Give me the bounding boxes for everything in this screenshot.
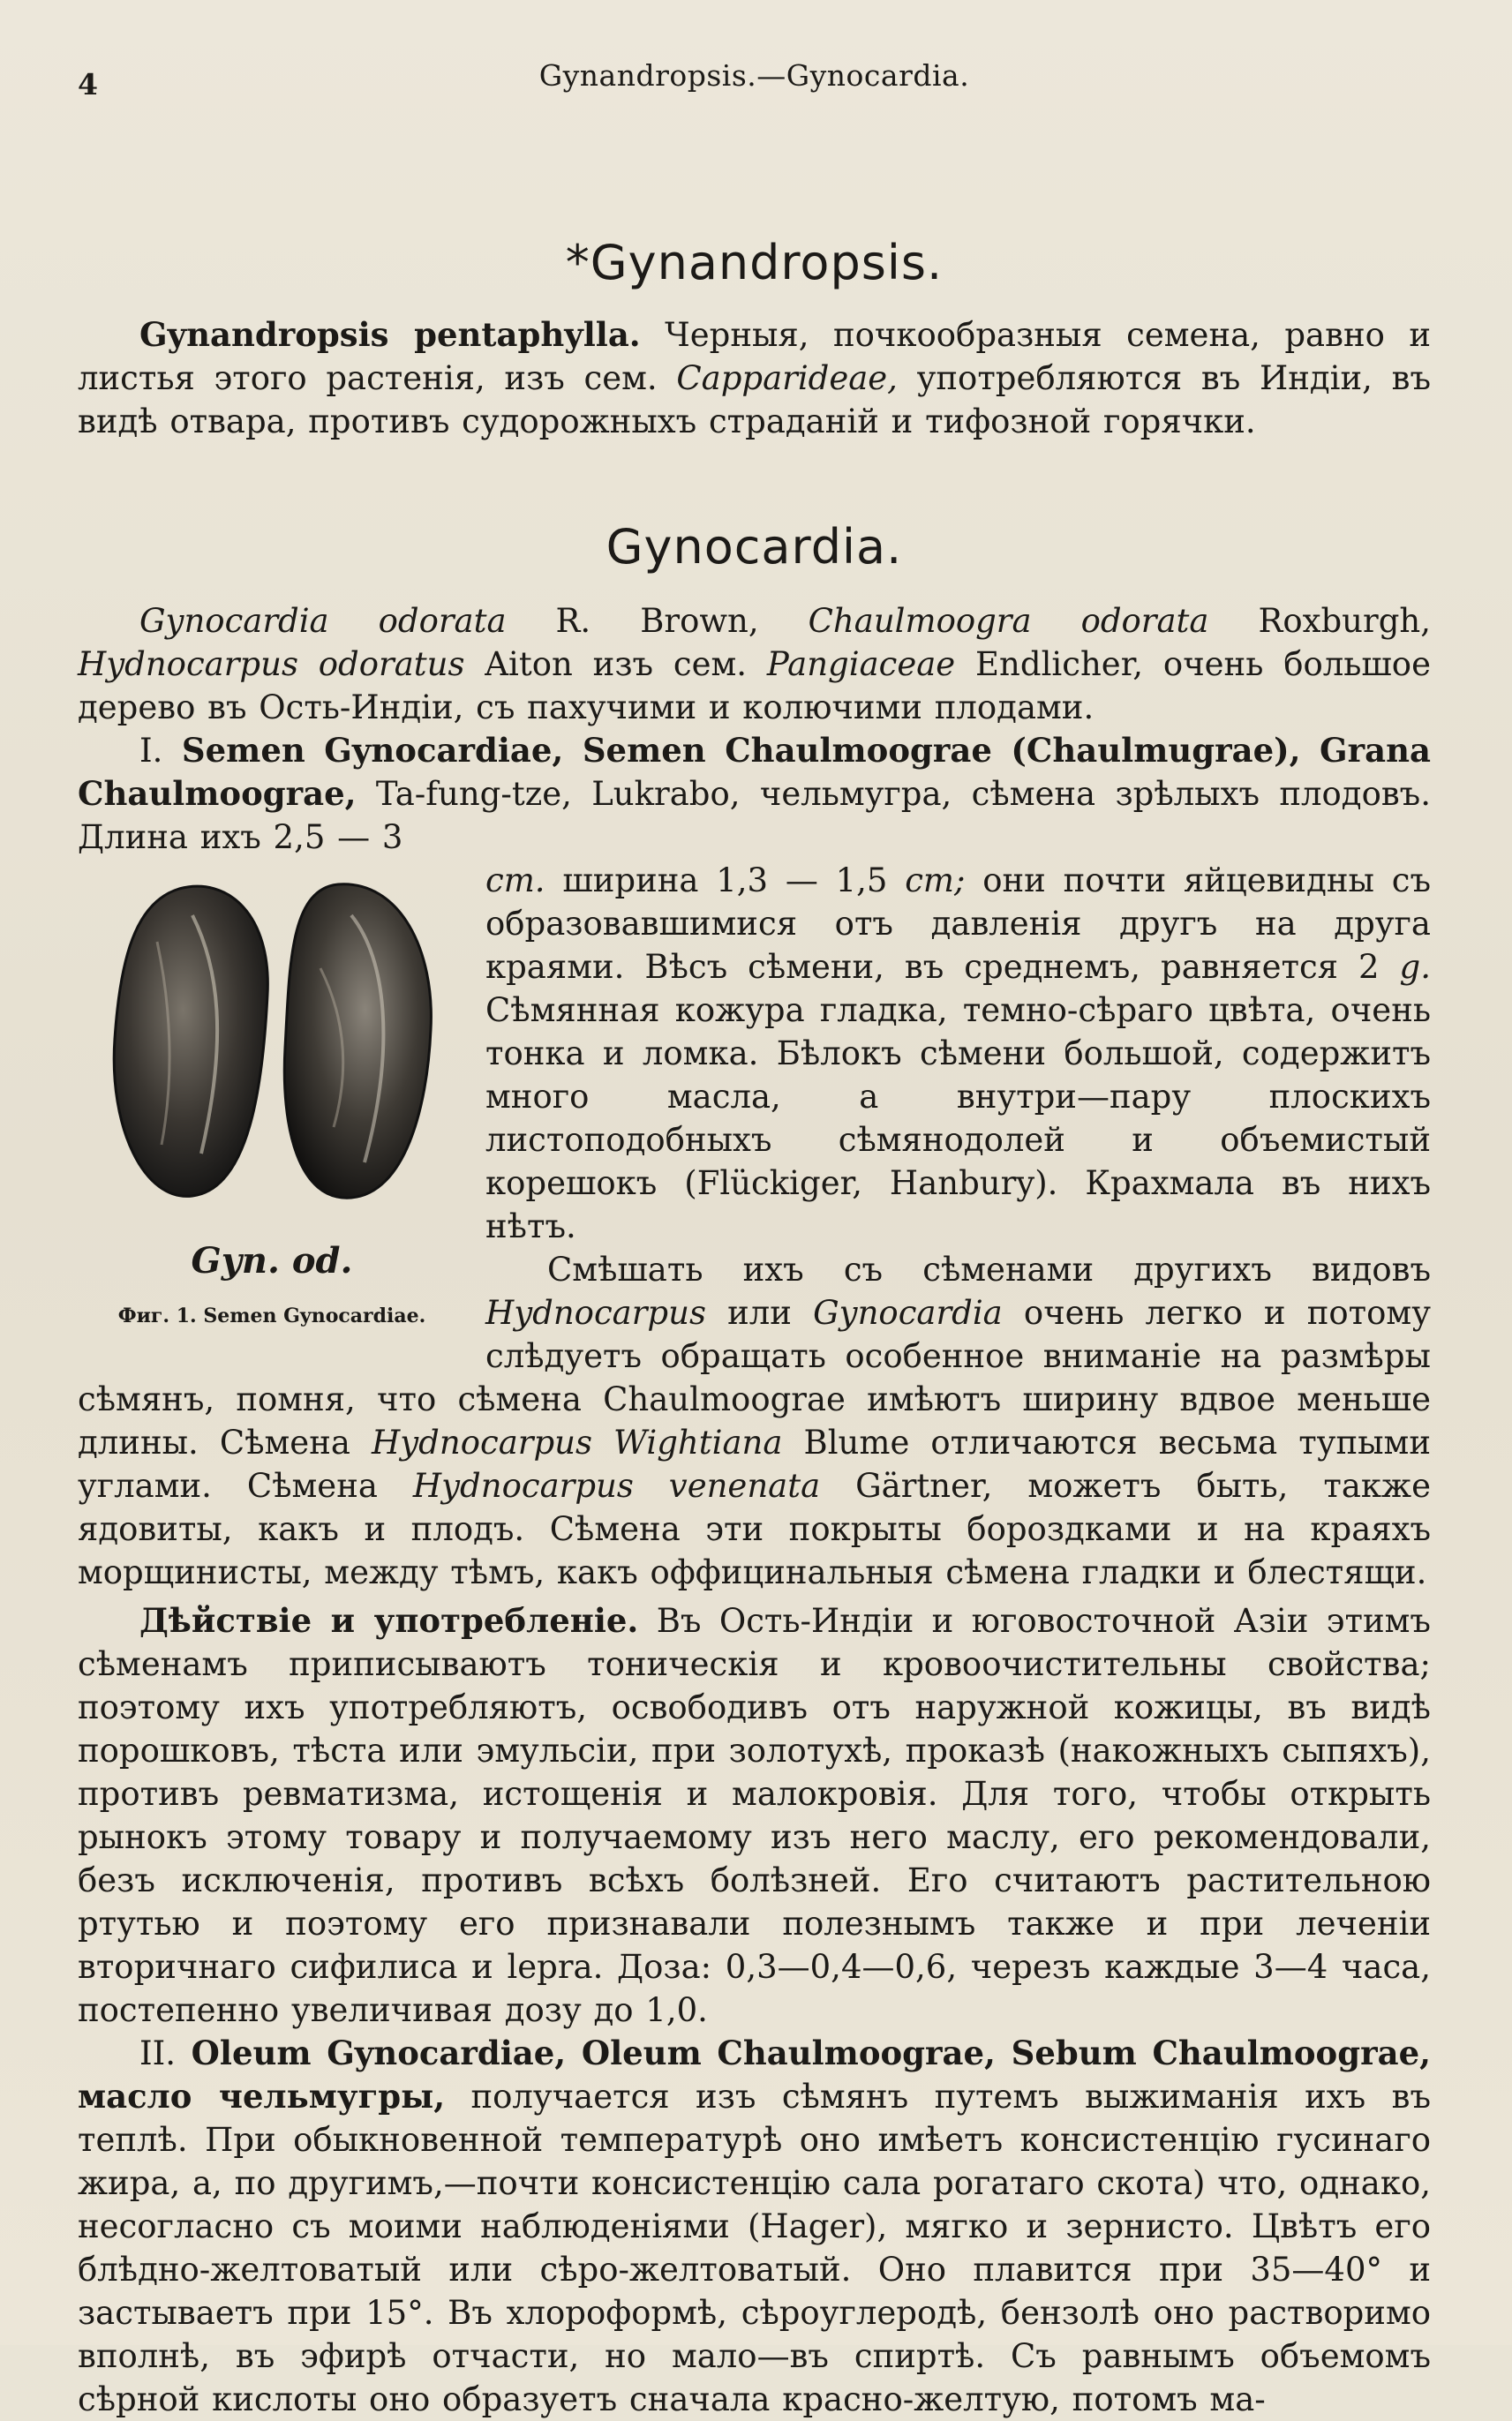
heading-gynandropsis: *Gynandropsis. bbox=[565, 235, 944, 290]
paragraph-gynandropsis: Gynandropsis pentaphylla. Черныя, почкообразныя семена, равно и листья этого растенія, изъ сем. Capparideae, употребляются въ Индіи, въ видѣ отвара, противъ судорожныхъ страданій и тифозной горячки. bbox=[78, 315, 1431, 440]
heading-gynocardia: Gynocardia. bbox=[606, 519, 903, 575]
paragraph-oleum: II. Oleum Gynocardiae, Oleum Chaulmoograe, Sebum Chaulmoograe, масло чельмугры, получается изъ сѣмянъ путемъ выжиманія ихъ въ теплѣ. При обыкновенной температурѣ оно имѣетъ консистенцію гусинаго жира, а, по другимъ,—почти консистенцію сала рогатаго скота) что, однако, несогласно съ моими наблюденіями (Hager), мягко и зернисто. Цвѣтъ его блѣдно-желтоватый или сѣро-желтоватый. Оно плавится при 35—40° и застываетъ при 15°. Въ хлороформѣ, сѣроуглеродѣ, бензолѣ оно растворимо вполнѣ, въ эфирѣ отчасти, но мало—въ спиртѣ. Съ равнымъ объемомъ сѣрной кислоты оно образуетъ сначала красно-желтую, потомъ ма- bbox=[78, 2034, 1431, 2418]
seed-right bbox=[284, 884, 431, 1198]
figure-label: Gyn. od. bbox=[191, 1240, 353, 1282]
running-head bbox=[78, 49, 1431, 111]
paragraph-action: Дѣйствіе и употребленіе. Въ Ость-Индіи и юговосточной Азіи этимъ сѣменамъ приписываютъ тоническія и кровоочистительны свойства; поэтому ихъ употребляютъ, освободивъ отъ наружной кожицы, въ видѣ порошковъ, тѣста или эмульсіи, при золотухѣ, проказѣ (накожныхъ сыпяхъ), противъ ревматизма, истощенія и малокровія. Для того, чтобы открыть рынокъ этому товару и получаемому изъ него маслу, его рекомендовали, безъ исключенія, противъ всѣхъ болѣзней. Его считаютъ растительною ртутью и поэтому его признавали полезнымъ также и при леченіи вторичнаго сифилиса и lepra. Доза: 0,3—0,4—0,6, черезъ каждые 3—4 часа, постепенно увеличивая дозу до 1,0. bbox=[78, 1601, 1431, 2029]
page-number: 4 bbox=[78, 67, 99, 102]
paragraph-gynocardia-intro: Gynocardia odorata R. Brown, Chaulmoogra odorata Roxburgh, Hydnocarpus odoratus Aiton изъ сем. Pangiaceae Endlicher, очень большое дерево въ Ость-Индіи, съ пахучими и колючими плодами. bbox=[78, 602, 1431, 726]
figure-seeds bbox=[78, 862, 466, 1343]
seed-illustration bbox=[95, 862, 448, 1215]
paragraph-semen: I. Semen Gynocardiae, Semen Chaulmoograe (Chaulmugrae), Grana Chaulmoograe, Ta-fung-tze, Lukrabo, чельмугра, сѣмена зрѣлыхъ плодовъ. Длина ихъ 2,5 — 3 bbox=[78, 731, 1431, 856]
seed-left bbox=[114, 886, 267, 1196]
running-title: Gynandropsis.—Gynocardia. bbox=[538, 58, 970, 93]
figure-caption: Фиг. 1. Semen Gynocardiae. bbox=[117, 1304, 426, 1327]
species-name: Gynandropsis pentaphylla. bbox=[139, 315, 641, 354]
paragraph-semen-continued: cm. ширина 1,3 — 1,5 cm; они почти яйцевидны съ образовавшимися отъ давленія другъ на друга краями. Вѣсъ сѣмени, въ среднемъ, равняется 2 g. Сѣмянная кожура гладка, темно-сѣраго цвѣта, очень тонка и ломка. Бѣлокъ сѣмени большой, содержитъ много масла, а внутри—пару плоскихъ листоподобныхъ сѣмянодолей и объемистый корешокъ (Flückiger, Hanbury). Крахмала въ нихъ нѣтъ. bbox=[485, 861, 1431, 1245]
paragraph-mixing: Смѣшать ихъ съ сѣменами другихъ видовъ Hydnocarpus или Gynocardia очень легко и потому слѣдуетъ обращать особенное вниманіе на размѣры сѣмянъ, помня, что сѣмена Chaulmoograe имѣютъ ширину вдвое меньше длины. Сѣмена Hydnocarpus Wightiana Blume отличаются весьма тупыми углами. Сѣмена Hydnocarpus venenata Gärtner, можетъ быть, также ядовиты, какъ и плодъ. Сѣмена эти покрыты бороздками и на краяхъ морщинисты, между тѣмъ, какъ оффицинальныя сѣмена гладки и блестящи. bbox=[78, 1251, 1432, 1591]
